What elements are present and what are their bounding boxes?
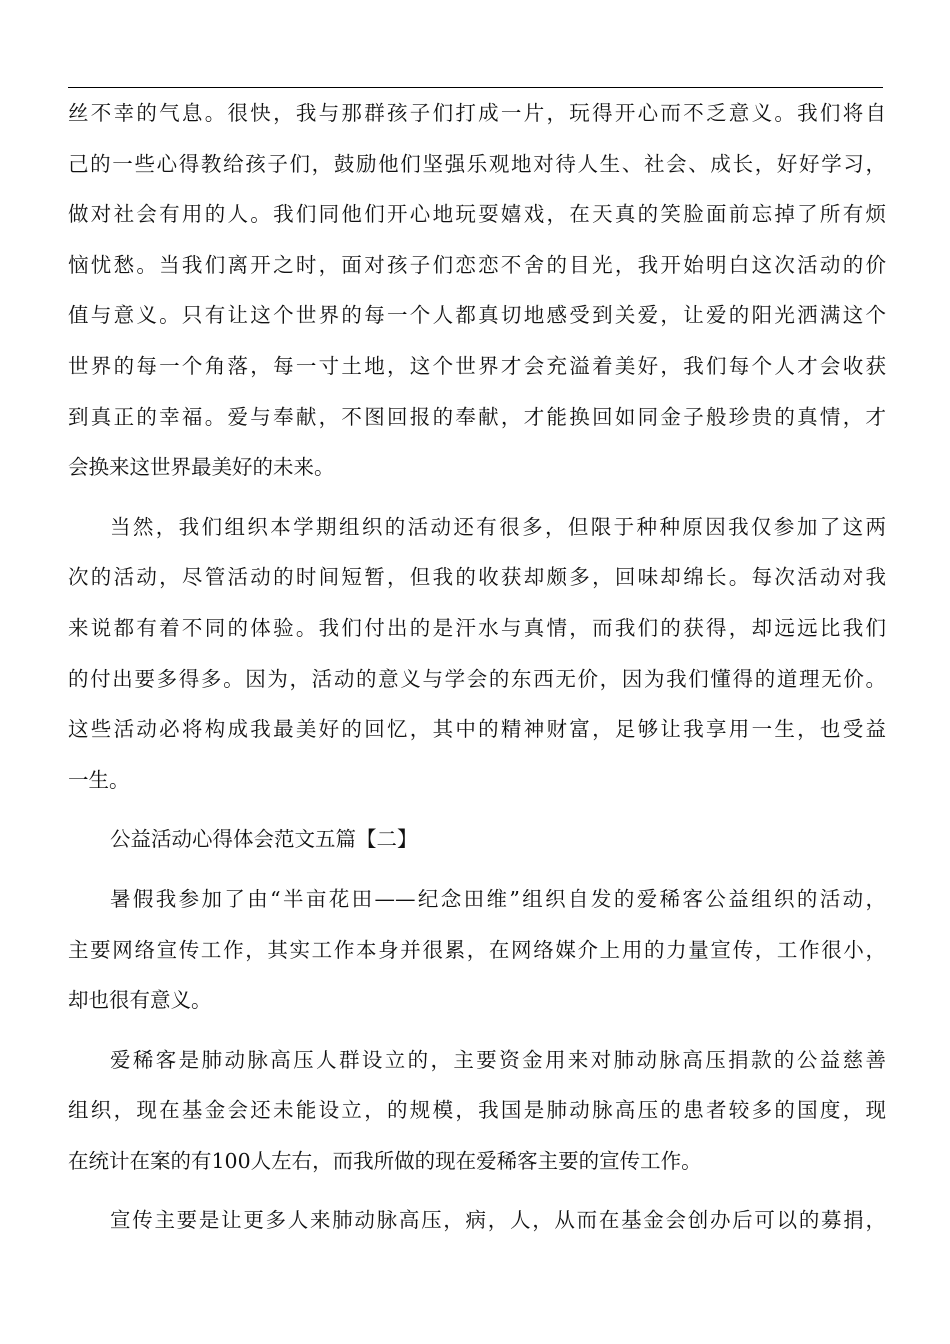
text-line: 却也很有意义。 xyxy=(68,988,212,1013)
text-line: 次的活动，尽管活动的时间短暂，但我的收获却颇多，回味却绵长。每次活动对我 xyxy=(68,565,886,590)
text-line: 会换来这世界最美好的未来。 xyxy=(68,455,335,480)
paragraph xyxy=(68,88,886,493)
text-line: 当然，我们组织本学期组织的活动还有很多，但限于种种原因我仅参加了这两 xyxy=(110,514,886,539)
text-line: 做对社会有用的人。我们同他们开心地玩耍嬉戏，在天真的笑脸面前忘掉了所有烦 xyxy=(68,202,886,227)
text-line: 世界的每一个角落，每一寸土地，这个世界才会充溢着美好，我们每个人才会收获 xyxy=(68,353,886,378)
paragraph-gap xyxy=(68,1186,886,1195)
section-heading: 公益活动心得体会范文五篇【二】 xyxy=(110,827,418,852)
paragraph-gap xyxy=(68,493,886,502)
text-line: 组织，现在基金会还未能设立，的规模，我国是肺动脉高压的患者较多的国度，现 xyxy=(68,1098,886,1123)
paragraph xyxy=(68,1195,886,1246)
text-line: 暑假我参加了由“半亩花田——纪念田维”组织自发的爱稀客公益组织的活动， xyxy=(110,886,886,911)
text-line: 来说都有着不同的体验。我们付出的是汗水与真情，而我们的获得，却远远比我们 xyxy=(68,615,886,640)
text-line: 己的一些心得教给孩子们，鼓励他们坚强乐观地对待人生、社会、成长，好好学习， xyxy=(68,151,886,176)
text-line: 宣传主要是让更多人来肺动脉高压，病，人，从而在基金会创办后可以的募捐， xyxy=(110,1208,886,1233)
text-line: 丝不幸的气息。很快，我与那群孩子们打成一片，玩得开心而不乏意义。我们将自 xyxy=(68,101,886,125)
paragraph xyxy=(68,502,886,806)
paragraph-gap xyxy=(68,1026,886,1035)
text-line: 值与意义。只有让这个世界的每一个人都真切地感受到关爱，让爱的阳光洒满这个 xyxy=(68,303,886,328)
text-line: 的付出要多得多。因为，活动的意义与学会的东西无价，因为我们懂得的道理无价。 xyxy=(68,666,886,691)
document-body xyxy=(68,88,886,1246)
text-line: 爱稀客是肺动脉高压人群设立的，主要资金用来对肺动脉高压捐款的公益慈善 xyxy=(110,1047,886,1072)
text-line: 到真正的幸福。爱与奉献，不图回报的奉献，才能换回如同金子般珍贵的真情，才 xyxy=(68,404,886,429)
paragraph-gap xyxy=(68,865,886,874)
paragraph-gap xyxy=(68,805,886,814)
text-line: 一生。 xyxy=(68,767,130,792)
text-line: 这些活动必将构成我最美好的回忆，其中的精神财富，足够让我享用一生，也受益 xyxy=(68,717,886,742)
paragraph xyxy=(68,874,886,1026)
text-line: 在统计在案的有100人左右，而我所做的现在爱稀客主要的宣传工作。 xyxy=(68,1148,702,1173)
paragraph xyxy=(68,1035,886,1187)
text-line: 主要网络宣传工作，其实工作本身并很累，在网络媒介上用的力量宣传，工作很小， xyxy=(68,937,886,962)
text-line: 恼忧愁。当我们离开之时，面对孩子们恋恋不舍的目光，我开始明白这次活动的价 xyxy=(68,252,886,277)
